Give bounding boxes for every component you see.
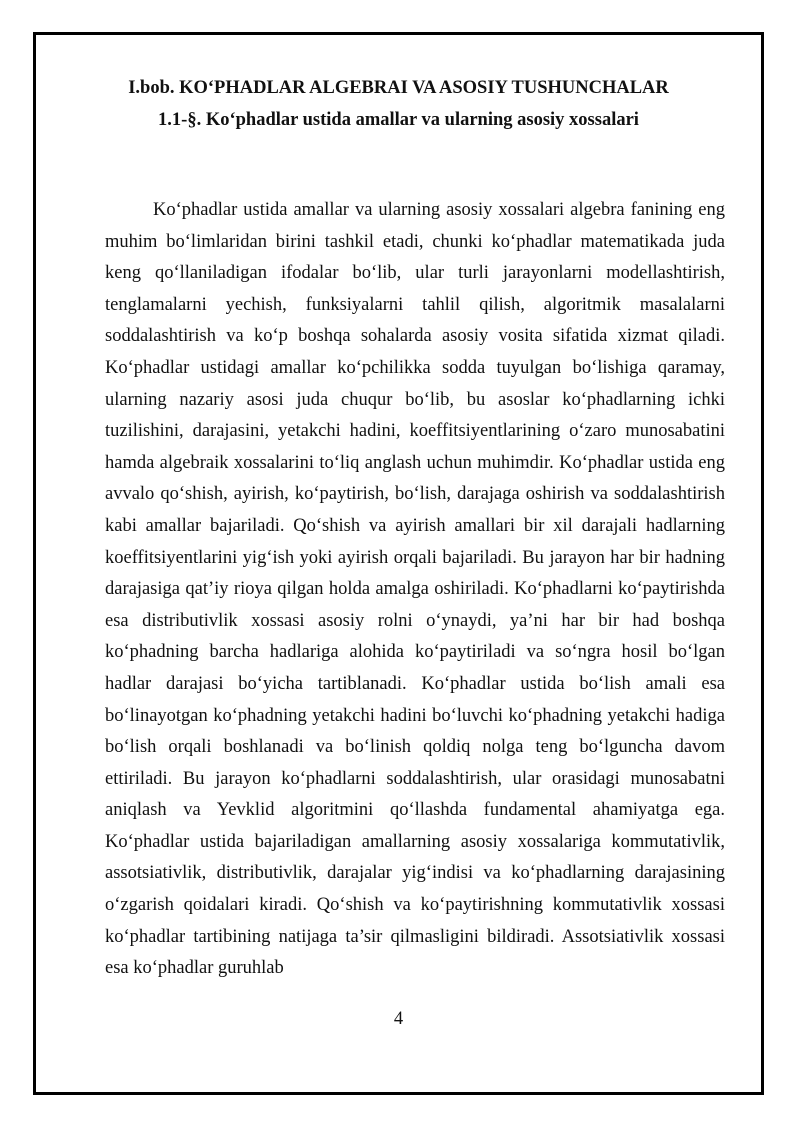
section-title: 1.1-§. Ko‘phadlar ustida amallar va ularning asosiy xossalari	[158, 110, 639, 130]
page-number: 4	[393, 1009, 404, 1029]
chapter-title: I.bob. KO‘PHADLAR ALGEBRAI VA ASOSIY TUSHUNCHALAR	[128, 78, 669, 98]
body-paragraph: Ko‘phadlar ustida amallar va ularning asosiy xossalari algebra fanining eng muhim bo‘limlaridan birini tashkil etadi, chunki ko‘phadlar matematikada juda keng qo‘llaniladigan ifodalar bo‘lib, ular turli jarayonlarni modellashtirish, tenglamalarni yechish, funksiyalarni tahlil qilish, algoritmik masalalarni soddalashtirish va ko‘p boshqa sohalarda asosiy vosita sifatida xizmat qiladi. Ko‘phadlar ustidagi amallar ko‘pchilikka sodda tuyulgan bo‘lishiga qaramay, ularning nazariy asosi juda chuqur bo‘lib, bu asoslar ko‘phadlarning ichki tuzilishini, darajasini, yetakchi hadini, koeffitsiyentlarining o‘zaro munosabatini hamda algebraik xossalarini to‘liq anglash uchun muhimdir. Ko‘phadlar ustida eng avvalo qo‘shish, ayirish, ko‘paytirish, bo‘lish, darajaga oshirish va soddalashtirish kabi amallar bajariladi. Qo‘shish va ayirish amallari bir xil darajali hadlarning koeffitsiyentlarini yig‘ish yoki ayirish orqali bajariladi. Bu jarayon har bir hadning darajasiga qat’iy rioya qilgan holda amalga oshiriladi. Ko‘phadlarni ko‘paytirishda esa distributivlik xossasi asosiy rolni o‘ynaydi, ya’ni har bir had boshqa ko‘phadning barcha hadlariga alohida ko‘paytiriladi va so‘ngra hosil bo‘lgan hadlar darajasi bo‘yicha tartiblanadi. Ko‘phadlar ustida bo‘lish amali esa bo‘linayotgan ko‘phadning yetakchi hadini bo‘luvchi ko‘phadning yetakchi hadiga bo‘lish orqali boshlanadi va bo‘linish qoldiq nolga teng bo‘lguncha davom ettiriladi. Bu jarayon ko‘phadlarni soddalashtirish, ular orasidagi munosabatni aniqlash va Yevklid algoritmini qo‘llashda fundamental ahamiyatga ega. Ko‘phadlar ustida bajariladigan amallarning asosiy xossalariga kommutativlik, assotsiativlik, distributivlik, darajalar yig‘indisi va ko‘phadlarning darajasining o‘zgarish qoidalari kiradi. Qo‘shish va ko‘paytirishning kommutativlik xossasi ko‘phadlar tartibining natijaga ta’sir qilmasligini bildiradi. Assotsiativlik xossasi esa ko‘phadlar guruhlab	[105, 200, 725, 979]
